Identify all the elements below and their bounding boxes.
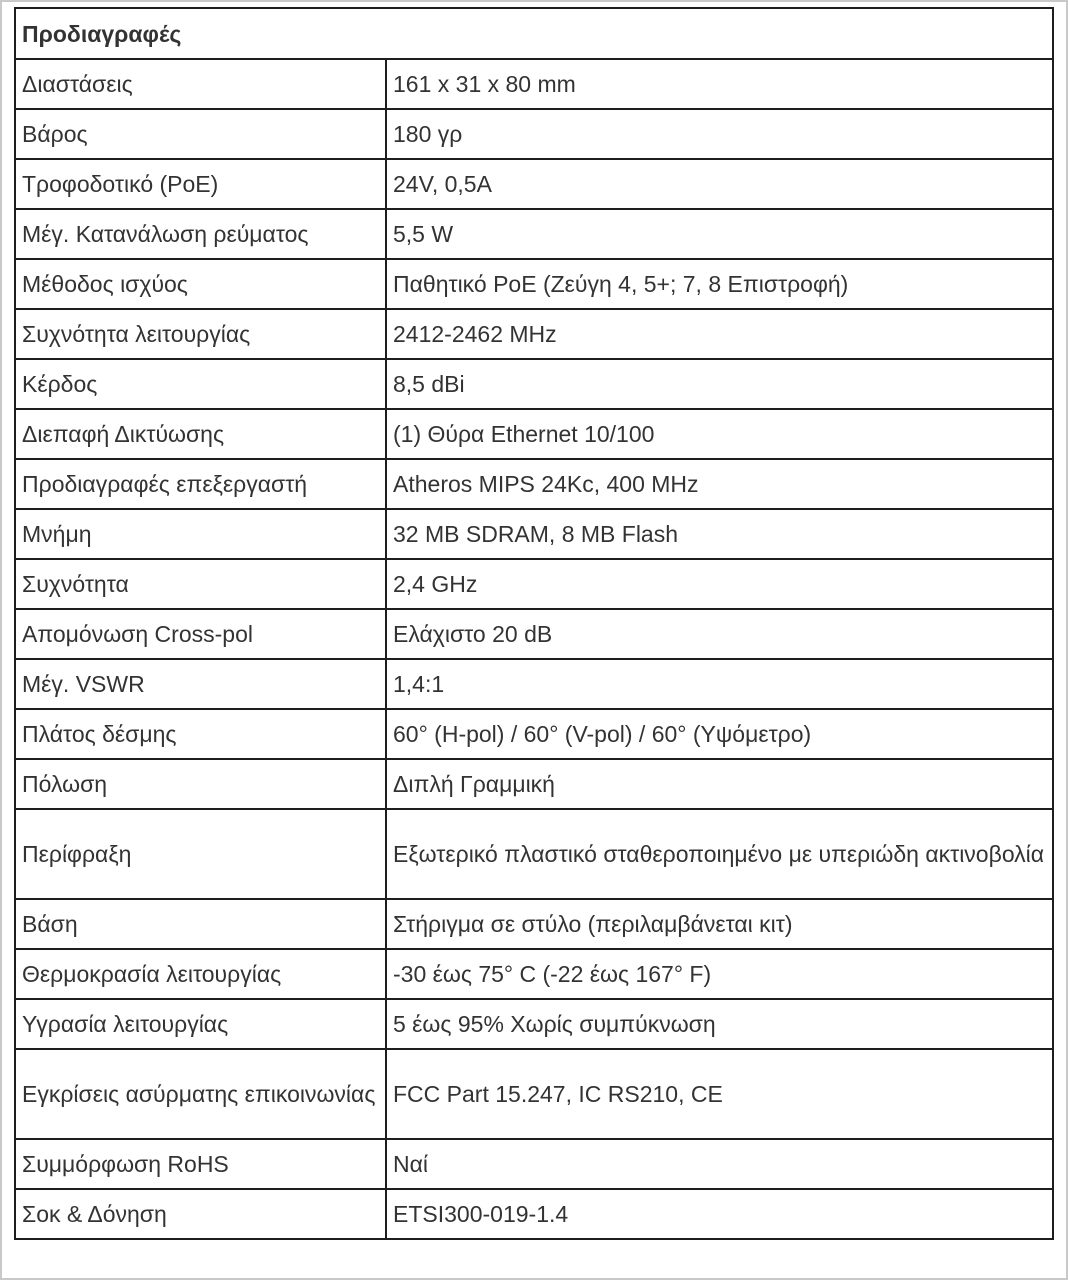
spec-label: Πλάτος δέσμης [15,709,386,759]
spec-label: Μέγ. VSWR [15,659,386,709]
spec-label: Συμμόρφωση RoHS [15,1139,386,1189]
spec-label: Θερμοκρασία λειτουργίας [15,949,386,999]
table-row [15,999,1053,1049]
spec-value: Ελάχιστο 20 dB [386,609,1053,659]
spec-value: -30 έως 75° C (-22 έως 167° F) [386,949,1053,999]
table-row [15,159,1053,209]
spec-value: Στήριγμα σε στύλο (περιλαμβάνεται κιτ) [386,899,1053,949]
table-row [15,409,1053,459]
spec-label: Απομόνωση Cross-pol [15,609,386,659]
spec-label: Διαστάσεις [15,59,386,109]
table-row [15,709,1053,759]
spec-value: 5 έως 95% Χωρίς συμπύκνωση [386,999,1053,1049]
spec-value: Atheros MIPS 24Kc, 400 MHz [386,459,1053,509]
spec-value: ETSI300-019-1.4 [386,1189,1053,1239]
table-row [15,1189,1053,1239]
spec-value: 2412-2462 MHz [386,309,1053,359]
spec-value: 2,4 GHz [386,559,1053,609]
spec-value: 24V, 0,5A [386,159,1053,209]
spec-label: Προδιαγραφές επεξεργαστή [15,459,386,509]
spec-value: 60° (H-pol) / 60° (V-pol) / 60° (Υψόμετρο) [386,709,1053,759]
spec-value: 8,5 dBi [386,359,1053,409]
table-title: Προδιαγραφές [15,8,1053,59]
spec-label: Περίφραξη [15,809,386,899]
spec-value: (1) Θύρα Ethernet 10/100 [386,409,1053,459]
spec-label: Κέρδος [15,359,386,409]
table-row [15,259,1053,309]
table-row [15,759,1053,809]
table-row [15,359,1053,409]
table-row [15,509,1053,559]
table-row [15,459,1053,509]
table-row [15,1139,1053,1189]
table-row [15,899,1053,949]
spec-label: Βάρος [15,109,386,159]
table-row [15,309,1053,359]
table-row [15,59,1053,109]
table-header-row [15,8,1053,59]
spec-value: 161 x 31 x 80 mm [386,59,1053,109]
spec-label: Συχνότητα λειτουργίας [15,309,386,359]
table-row [15,659,1053,709]
table-row [15,809,1053,899]
spec-label: Σοκ & Δόνηση [15,1189,386,1239]
spec-value: Ναί [386,1139,1053,1189]
table-row [15,559,1053,609]
spec-label: Διεπαφή Δικτύωσης [15,409,386,459]
table-row [15,109,1053,159]
spec-value: Παθητικό PoE (Ζεύγη 4, 5+; 7, 8 Επιστροφή) [386,259,1053,309]
spec-value: 5,5 W [386,209,1053,259]
spec-label: Μνήμη [15,509,386,559]
table-row [15,609,1053,659]
spec-label: Εγκρίσεις ασύρματης επικοινωνίας [15,1049,386,1139]
table-row [15,949,1053,999]
spec-label: Συχνότητα [15,559,386,609]
spec-value: 1,4:1 [386,659,1053,709]
spec-label: Βάση [15,899,386,949]
spec-label: Υγρασία λειτουργίας [15,999,386,1049]
spec-value: Διπλή Γραμμική [386,759,1053,809]
spec-label: Πόλωση [15,759,386,809]
spec-value: 180 γρ [386,109,1053,159]
spec-label: Τροφοδοτικό (PoE) [15,159,386,209]
spec-value: 32 MB SDRAM, 8 MB Flash [386,509,1053,559]
specifications-table [14,7,1054,1240]
spec-label: Μέγ. Κατανάλωση ρεύματος [15,209,386,259]
table-row [15,1049,1053,1139]
spec-label: Μέθοδος ισχύος [15,259,386,309]
table-row [15,209,1053,259]
spec-value: Εξωτερικό πλαστικό σταθεροποιημένο με υπεριώδη ακτινοβολία [386,809,1053,899]
spec-value: FCC Part 15.247, IC RS210, CE [386,1049,1053,1139]
